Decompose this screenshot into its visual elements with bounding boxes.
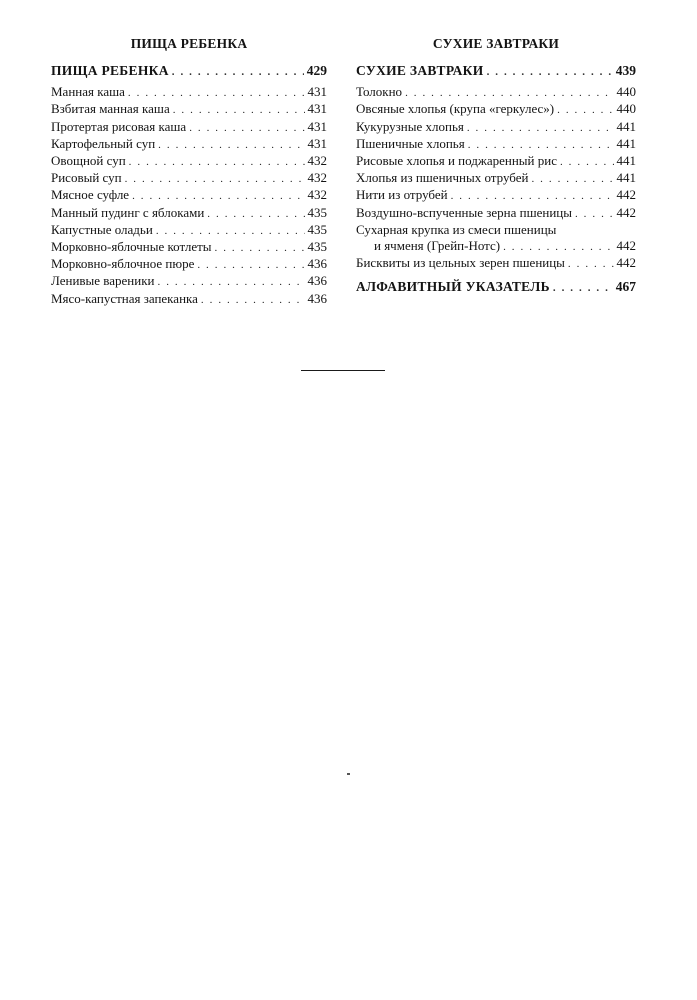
toc-column-right bbox=[356, 36, 636, 301]
entry-page: 436 bbox=[307, 290, 327, 306]
dot-leader bbox=[201, 292, 305, 308]
toc-entry-wrapped-line1: Сухарная крупка из смеси пшеницы bbox=[356, 221, 557, 237]
toc-entry bbox=[356, 101, 636, 118]
toc-entry bbox=[51, 119, 327, 136]
entry-title: ПИЩА РЕБЕНКА bbox=[51, 63, 169, 78]
dot-leader bbox=[156, 223, 305, 239]
dot-leader bbox=[568, 256, 614, 272]
entry-page: 431 bbox=[307, 101, 327, 117]
print-speck bbox=[347, 773, 350, 775]
entry-page: 441 bbox=[616, 135, 636, 151]
entry-page: 440 bbox=[616, 84, 636, 100]
toc-entry bbox=[356, 119, 636, 136]
entry-page: 436 bbox=[307, 256, 327, 272]
section-divider bbox=[301, 370, 385, 371]
entry-page: 441 bbox=[616, 153, 636, 169]
entry-title: Воздушно-вспученные зерна пшеницы bbox=[356, 204, 572, 220]
entry-title: Овощной суп bbox=[51, 153, 126, 169]
dot-leader bbox=[451, 188, 614, 204]
entry-title: АЛФАВИТНЫЙ УКАЗАТЕЛЬ bbox=[356, 279, 550, 295]
toc-entry bbox=[51, 84, 327, 101]
toc-entry bbox=[356, 153, 636, 170]
entry-title: Толокно bbox=[356, 84, 403, 100]
dot-leader bbox=[405, 85, 613, 101]
entry-title: Картофельный суп bbox=[51, 135, 156, 151]
entry-page: 435 bbox=[307, 204, 327, 220]
dot-leader bbox=[197, 257, 304, 273]
entry-page: 442 bbox=[616, 255, 636, 271]
toc-entry bbox=[51, 222, 327, 239]
entry-page: 439 bbox=[615, 63, 636, 78]
toc-entry bbox=[51, 291, 327, 308]
entry-title: и ячменя (Грейп-Нотс) bbox=[374, 238, 501, 254]
toc-column-left bbox=[51, 36, 327, 308]
dot-leader bbox=[468, 137, 614, 153]
dot-leader bbox=[503, 239, 613, 255]
entry-page: 432 bbox=[307, 153, 327, 169]
dot-leader bbox=[207, 206, 304, 222]
entry-title: Морковно-яблочные котлеты bbox=[51, 239, 212, 255]
dot-leader bbox=[172, 64, 304, 80]
dot-leader bbox=[125, 171, 305, 187]
entry-title: Морковно-яблочное пюре bbox=[51, 256, 195, 272]
entry-page: 435 bbox=[307, 239, 327, 255]
entry-title: Ленивые вареники bbox=[51, 273, 155, 289]
dot-leader bbox=[132, 188, 304, 204]
dot-leader bbox=[189, 120, 304, 136]
dot-leader bbox=[467, 120, 614, 136]
entry-page: 436 bbox=[307, 273, 327, 289]
toc-entry bbox=[51, 153, 327, 170]
dot-leader bbox=[128, 85, 305, 101]
entry-title: СУХИЕ ЗАВТРАКИ bbox=[356, 63, 484, 78]
dot-leader bbox=[557, 102, 613, 118]
entry-title: Кукурузные хлопья bbox=[356, 118, 464, 134]
dot-leader bbox=[158, 274, 305, 290]
toc-entry-wrapped-line2 bbox=[356, 238, 636, 255]
entry-page: 442 bbox=[616, 187, 636, 203]
toc-entry bbox=[51, 170, 327, 187]
entry-page: 432 bbox=[307, 170, 327, 186]
toc-main-entry bbox=[356, 63, 636, 80]
toc-entry bbox=[356, 255, 636, 272]
entry-title: Рисовый суп bbox=[51, 170, 122, 186]
toc-entry bbox=[51, 187, 327, 204]
toc-entry bbox=[51, 136, 327, 153]
entry-title: Овсяные хлопья (крупа «геркулес») bbox=[356, 101, 555, 117]
entry-page: 467 bbox=[615, 279, 636, 295]
toc-entry bbox=[356, 187, 636, 204]
entry-title: Мясо-капустная запеканка bbox=[51, 290, 198, 306]
entry-page: 432 bbox=[307, 187, 327, 203]
section-heading: ПИЩА РЕБЕНКА bbox=[130, 36, 248, 51]
dot-leader bbox=[215, 240, 305, 256]
toc-entry bbox=[51, 239, 327, 256]
toc-entry bbox=[51, 205, 327, 222]
entry-page: 441 bbox=[616, 118, 636, 134]
section-heading: СУХИЕ ЗАВТРАКИ bbox=[432, 36, 560, 51]
entry-title: Хлопья из пшеничных отрубей bbox=[356, 170, 529, 186]
dot-leader bbox=[560, 154, 614, 170]
toc-entry bbox=[356, 205, 636, 222]
toc-entry bbox=[51, 273, 327, 290]
entry-title: Манная каша bbox=[51, 84, 125, 100]
entry-page: 442 bbox=[616, 238, 636, 254]
entry-page: 431 bbox=[307, 135, 327, 151]
entry-title: Капустные оладьи bbox=[51, 221, 153, 237]
toc-entry bbox=[356, 136, 636, 153]
entry-page: 431 bbox=[307, 118, 327, 134]
entry-title: Пшеничные хлопья bbox=[356, 135, 465, 151]
entry-page: 431 bbox=[307, 84, 327, 100]
toc-list bbox=[356, 84, 636, 222]
toc-entry bbox=[356, 170, 636, 187]
entry-title: Рисовые хлопья и поджаренный рис bbox=[356, 153, 557, 169]
toc-main-entry bbox=[51, 63, 327, 80]
entry-page: 441 bbox=[616, 170, 636, 186]
toc-index-entry bbox=[356, 279, 636, 296]
dot-leader bbox=[173, 102, 305, 118]
entry-title: Нити из отрубей bbox=[356, 187, 448, 203]
entry-title: Мясное суфле bbox=[51, 187, 130, 203]
dot-leader bbox=[531, 171, 613, 187]
toc-entry bbox=[356, 84, 636, 101]
entry-page: 435 bbox=[307, 221, 327, 237]
toc-list bbox=[51, 84, 327, 308]
entry-title: Протертая рисовая каша bbox=[51, 118, 187, 134]
entry-page: 440 bbox=[616, 101, 636, 117]
toc-entry bbox=[51, 101, 327, 118]
dot-leader bbox=[158, 137, 304, 153]
dot-leader bbox=[129, 154, 305, 170]
dot-leader bbox=[487, 64, 613, 80]
entry-page: 442 bbox=[616, 204, 636, 220]
dot-leader bbox=[553, 280, 613, 296]
entry-page: 429 bbox=[306, 63, 327, 78]
entry-title: Манный пудинг с яблоками bbox=[51, 204, 205, 220]
entry-title: Бисквиты из цельных зерен пшеницы bbox=[356, 255, 565, 271]
entry-title: Взбитая манная каша bbox=[51, 101, 170, 117]
dot-leader bbox=[575, 206, 614, 222]
toc-entry bbox=[51, 256, 327, 273]
